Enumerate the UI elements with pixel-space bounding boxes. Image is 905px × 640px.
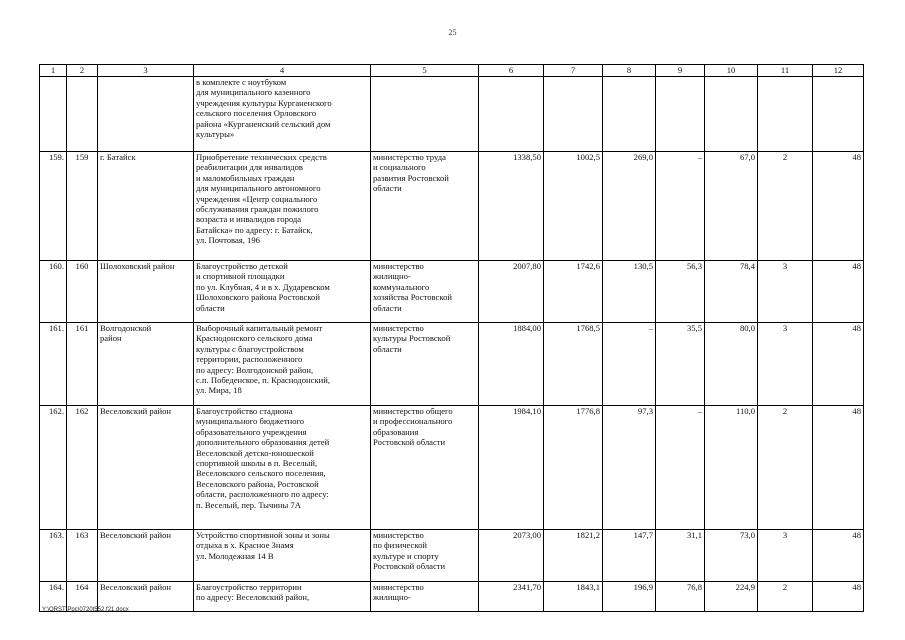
col-header: 1 bbox=[40, 65, 67, 77]
col-header: 11 bbox=[758, 65, 813, 77]
row-number: 160. bbox=[40, 261, 67, 323]
value-col-10: 80,0 bbox=[705, 323, 758, 406]
row-code: 164 bbox=[67, 582, 98, 612]
footer-file-path: Y:\ORST\Ppc\0720t552.f21.docx bbox=[42, 607, 129, 613]
value-col-8: 97,3 bbox=[603, 406, 656, 530]
col-header: 3 bbox=[98, 65, 194, 77]
value-col-9: 76,8 bbox=[656, 582, 705, 612]
object-description: Приобретение технических средств реабилитации для инвалидов и маломобильных граждан для муниципального автономного учреждения «Центр социального обслуживания граждан пожилого возраста и инвалидов города Батайска» по адресу: г. Батайск, ул. Почтовая, 196 bbox=[194, 152, 371, 261]
value-col-8: 147,7 bbox=[603, 530, 656, 582]
table-row bbox=[40, 323, 864, 406]
value-col-10: 110,0 bbox=[705, 406, 758, 530]
value-col-9: 31,1 bbox=[656, 530, 705, 582]
value-col-11: 2 bbox=[758, 582, 813, 612]
value-col-6: 2341,70 bbox=[479, 582, 544, 612]
value-col-12: 48 bbox=[813, 406, 864, 530]
value-col-7: 1742,6 bbox=[544, 261, 603, 323]
value-col-10: 67,0 bbox=[705, 152, 758, 261]
table-row bbox=[40, 582, 864, 612]
district-name: Веселовский район bbox=[98, 406, 194, 530]
row-code: 163 bbox=[67, 530, 98, 582]
value-col-11: 3 bbox=[758, 261, 813, 323]
col-header: 12 bbox=[813, 65, 864, 77]
table-row bbox=[40, 406, 864, 530]
value-col-9: 56,3 bbox=[656, 261, 705, 323]
value-col-6: 1884,00 bbox=[479, 323, 544, 406]
object-description: Благоустройство детской и спортивной площадки по ул. Клубная, 4 и в х. Дударевском Шолоховского района Ростовской области bbox=[194, 261, 371, 323]
table-row bbox=[40, 261, 864, 323]
continuation-row bbox=[40, 77, 864, 152]
ministry-name: министерство жилищно- bbox=[371, 582, 479, 612]
table-row bbox=[40, 152, 864, 261]
object-description: Выборочный капитальный ремонт Краснодонского сельского дома культуры с благоустройством территории, расположенного по адресу: Волгодонской район, с.п. Победенское, п. Краснодонский, ул. Мира, 18 bbox=[194, 323, 371, 406]
value-col-9: – bbox=[656, 406, 705, 530]
object-description: Благоустройство территории по адресу: Веселовский район, bbox=[194, 582, 371, 612]
value-col-7: 1768,5 bbox=[544, 323, 603, 406]
value-col-8: – bbox=[603, 323, 656, 406]
district-name: Веселовский район bbox=[98, 582, 194, 612]
value-col-10: 224,9 bbox=[705, 582, 758, 612]
district-name: Волгодонской район bbox=[98, 323, 194, 406]
district-name: г. Батайск bbox=[98, 152, 194, 261]
value-col-6: 2007,80 bbox=[479, 261, 544, 323]
value-col-6: 1338,50 bbox=[479, 152, 544, 261]
row-number: 161. bbox=[40, 323, 67, 406]
col-header: 6 bbox=[479, 65, 544, 77]
table-row bbox=[40, 530, 864, 582]
object-description: Благоустройство стадиона муниципального бюджетного образовательного учреждения дополнительного образования детей Веселовской детско-юношеской спортивной школы в п. Веселый, Веселовского сельского поселения, Веселовского района, Ростовской области, расположенного по адресу: п. Веселый, пер. Тычины 7А bbox=[194, 406, 371, 530]
value-col-11: 3 bbox=[758, 530, 813, 582]
district-name: Шолоховский район bbox=[98, 261, 194, 323]
row-number: 164. bbox=[40, 582, 67, 612]
value-col-8: 130,5 bbox=[603, 261, 656, 323]
row-number: 159. bbox=[40, 152, 67, 261]
value-col-6: 1984,10 bbox=[479, 406, 544, 530]
col-header: 2 bbox=[67, 65, 98, 77]
value-col-12: 48 bbox=[813, 582, 864, 612]
district-name: Веселовский район bbox=[98, 530, 194, 582]
object-description: Устройство спортивной зоны и зоны отдыха в х. Красное Знамя ул. Молодежная 14 В bbox=[194, 530, 371, 582]
ministry-name: министерство общего и профессионального образования Ростовской области bbox=[371, 406, 479, 530]
row-code: 159 bbox=[67, 152, 98, 261]
value-col-9: 35,5 bbox=[656, 323, 705, 406]
col-header: 10 bbox=[705, 65, 758, 77]
row-code: 161 bbox=[67, 323, 98, 406]
value-col-12: 48 bbox=[813, 261, 864, 323]
value-col-9: – bbox=[656, 152, 705, 261]
ministry-name: министерство культуры Ростовской области bbox=[371, 323, 479, 406]
col-header: 7 bbox=[544, 65, 603, 77]
column-numbers-row bbox=[40, 65, 864, 77]
row-number: 163. bbox=[40, 530, 67, 582]
value-col-10: 73,0 bbox=[705, 530, 758, 582]
value-col-10: 78,4 bbox=[705, 261, 758, 323]
ministry-name: министерство жилищно- коммунального хозяйства Ростовской области bbox=[371, 261, 479, 323]
value-col-8: 196,9 bbox=[603, 582, 656, 612]
program-table bbox=[39, 64, 864, 612]
value-col-12: 48 bbox=[813, 323, 864, 406]
value-col-11: 2 bbox=[758, 406, 813, 530]
value-col-7: 1821,2 bbox=[544, 530, 603, 582]
value-col-7: 1843,1 bbox=[544, 582, 603, 612]
col-header: 9 bbox=[656, 65, 705, 77]
value-col-8: 269,0 bbox=[603, 152, 656, 261]
ministry-name: министерство труда и социального развития Ростовской области bbox=[371, 152, 479, 261]
ministry-name: министерство по физической культуре и спорту Ростовской области bbox=[371, 530, 479, 582]
value-col-12: 48 bbox=[813, 530, 864, 582]
value-col-7: 1002,5 bbox=[544, 152, 603, 261]
col-header: 5 bbox=[371, 65, 479, 77]
page-number: 25 bbox=[448, 28, 457, 37]
col-header: 8 bbox=[603, 65, 656, 77]
row-code: 160 bbox=[67, 261, 98, 323]
value-col-6: 2073,00 bbox=[479, 530, 544, 582]
value-col-7: 1776,8 bbox=[544, 406, 603, 530]
row-code: 162 bbox=[67, 406, 98, 530]
col-header: 4 bbox=[194, 65, 371, 77]
value-col-12: 48 bbox=[813, 152, 864, 261]
continuation-text: в комплекте с ноутбуком для муниципального казенного учреждения культуры Курганенского сельского поселения Орловского района «Курганенский сельский дом культуры» bbox=[194, 77, 371, 152]
value-col-11: 3 bbox=[758, 323, 813, 406]
row-number: 162. bbox=[40, 406, 67, 530]
value-col-11: 2 bbox=[758, 152, 813, 261]
